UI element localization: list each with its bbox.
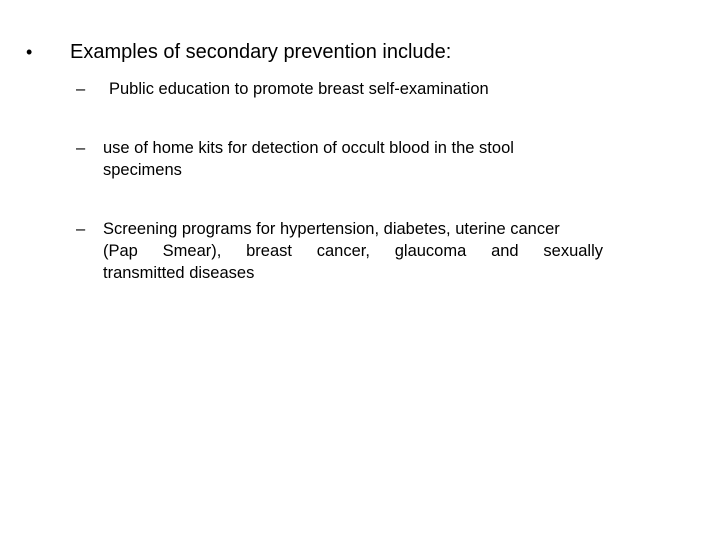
sub-bullet-text xyxy=(103,137,673,181)
sub-bullet-text: Public education to promote breast self-examination xyxy=(109,80,489,98)
sub-bullet-line: transmitted diseases xyxy=(103,264,255,282)
main-bullet-text: Examples of secondary prevention include: xyxy=(70,41,452,63)
dash-icon: – xyxy=(76,220,86,238)
sub-bullet-text xyxy=(103,218,665,284)
sub-bullet-line: specimens xyxy=(103,161,182,179)
dash-icon: – xyxy=(76,80,86,98)
sub-bullet-line: use of home kits for detection of occult blood in the stool xyxy=(103,139,514,157)
dash-icon: – xyxy=(76,139,86,157)
sub-bullet-line: (Pap Smear), breast cancer, glaucoma and sexually xyxy=(103,242,603,260)
bullet-dot-icon: • xyxy=(26,42,33,62)
sub-bullet-line: Screening programs for hypertension, diabetes, uterine cancer xyxy=(103,220,560,238)
